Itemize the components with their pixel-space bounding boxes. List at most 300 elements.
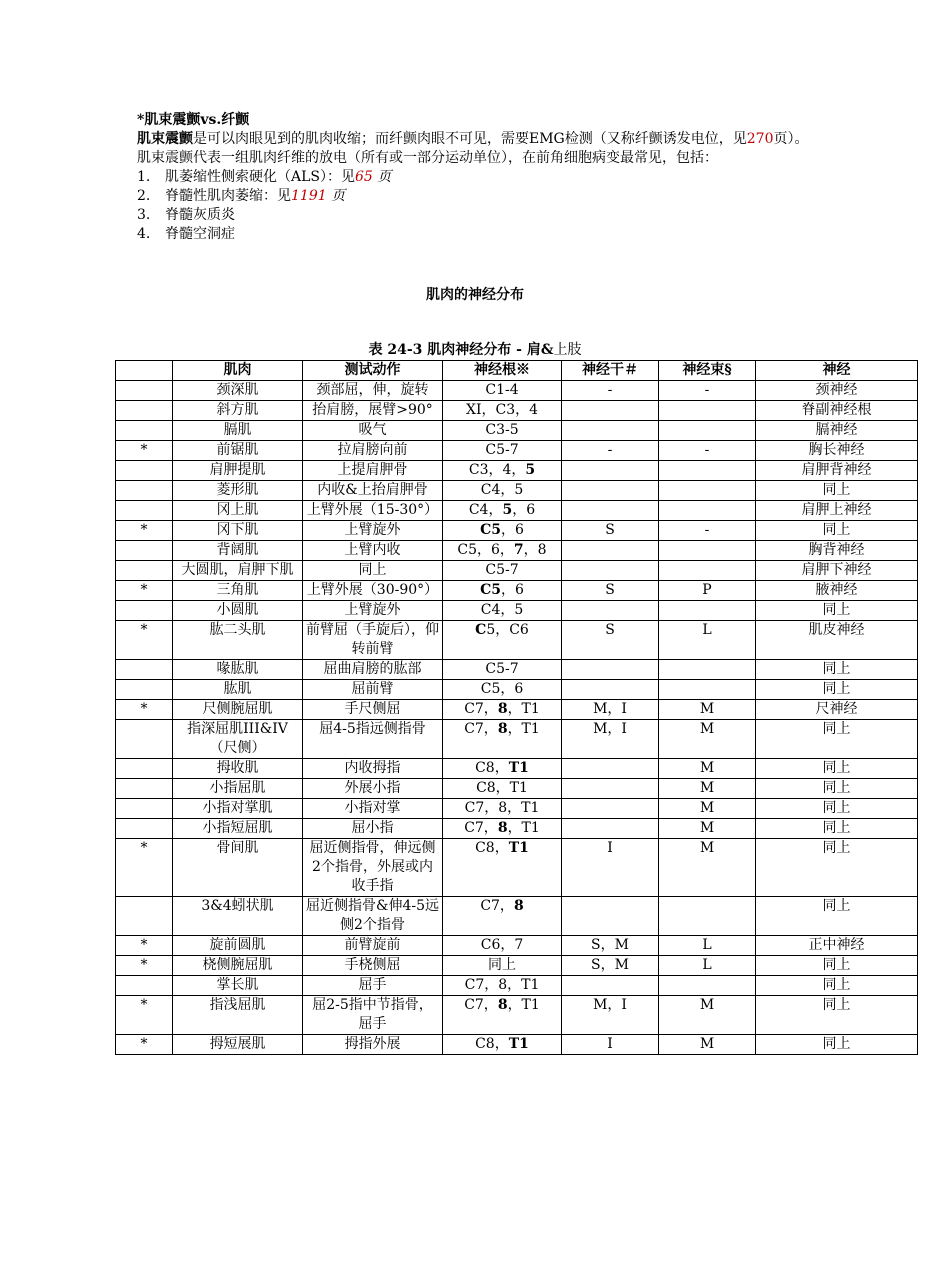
root-segment: C1-4 <box>485 382 519 398</box>
cell-root <box>443 601 562 621</box>
table-row <box>116 381 918 401</box>
cell-nerve: 同上 <box>756 779 918 799</box>
cell-cord <box>659 421 756 441</box>
header-nerve: 神经 <box>756 361 918 381</box>
cell-star <box>116 421 173 441</box>
root-segment: C <box>475 622 487 638</box>
cell-trunk <box>562 481 659 501</box>
root-segment: C3-5 <box>485 422 519 438</box>
cell-trunk: M，I <box>562 720 659 759</box>
table-row <box>116 936 918 956</box>
cell-action: 外展小指 <box>303 779 443 799</box>
cell-root <box>443 421 562 441</box>
cell-nerve: 同上 <box>756 1035 918 1055</box>
cell-muscle: 小指对掌肌 <box>173 799 303 819</box>
cell-star: * <box>116 621 173 660</box>
table-row <box>116 601 918 621</box>
cell-star <box>116 501 173 521</box>
p1-text-a: 是可以肉眼见到的肌肉收缩；而纤颤肉眼不可见，需要EMG检测（又称纤颤诱发电位，见 <box>193 131 747 147</box>
cell-root <box>443 441 562 461</box>
table-row <box>116 541 918 561</box>
cell-star: * <box>116 441 173 461</box>
cell-cord: P <box>659 581 756 601</box>
cell-nerve: 同上 <box>756 897 918 936</box>
table-row <box>116 700 918 720</box>
cell-trunk <box>562 680 659 700</box>
cell-trunk: S <box>562 581 659 601</box>
root-segment: XI，C3，4 <box>465 402 539 418</box>
cell-muscle: 3&4蚓状肌 <box>173 897 303 936</box>
list-label: 肌萎缩性侧索硬化（ALS）：见 <box>165 169 355 185</box>
root-segment: 8 <box>497 701 508 717</box>
list-item <box>137 206 837 225</box>
cell-cord: L <box>659 621 756 660</box>
cell-root <box>443 621 562 660</box>
cell-cord <box>659 660 756 680</box>
page-ref-suffix: 页 <box>326 188 346 204</box>
cell-cord: M <box>659 1035 756 1055</box>
root-segment: 8 <box>497 721 508 737</box>
cell-star: * <box>116 700 173 720</box>
root-segment: C8， <box>475 840 509 856</box>
list-number: 2. <box>137 188 151 204</box>
cell-action: 屈近侧指骨&伸4-5远侧2个指骨 <box>303 897 443 936</box>
cell-star <box>116 541 173 561</box>
cell-star <box>116 976 173 996</box>
root-segment: 8 <box>497 997 508 1013</box>
root-segment: ，T1 <box>507 701 540 717</box>
cell-trunk: M，I <box>562 996 659 1035</box>
page-ref-link[interactable]: 1191 <box>291 188 327 204</box>
cell-root <box>443 381 562 401</box>
cell-trunk <box>562 819 659 839</box>
cell-star <box>116 680 173 700</box>
cell-star <box>116 819 173 839</box>
cell-muscle: 肱肌 <box>173 680 303 700</box>
cell-nerve: 同上 <box>756 601 918 621</box>
cell-nerve: 肌皮神经 <box>756 621 918 660</box>
cell-muscle: 尺侧腕屈肌 <box>173 700 303 720</box>
cell-action: 内收&上抬肩胛骨 <box>303 481 443 501</box>
table-row <box>116 501 918 521</box>
root-segment: C3，4， <box>468 462 526 478</box>
cell-action: 上臂旋外 <box>303 521 443 541</box>
cell-nerve: 同上 <box>756 996 918 1035</box>
cell-cord: M <box>659 819 756 839</box>
root-segment: 7 <box>513 542 524 558</box>
table-row <box>116 819 918 839</box>
cell-nerve: 肩胛下神经 <box>756 561 918 581</box>
root-segment: C4， <box>468 502 503 518</box>
cell-root <box>443 819 562 839</box>
cell-trunk <box>562 421 659 441</box>
cell-muscle: 冈下肌 <box>173 521 303 541</box>
cell-cord: - <box>659 441 756 461</box>
cell-action: 手桡侧屈 <box>303 956 443 976</box>
cell-star <box>116 660 173 680</box>
list-number: 4. <box>137 226 151 242</box>
table-row <box>116 441 918 461</box>
table-row <box>116 401 918 421</box>
intro-paragraph-2: 肌束震颤代表一组肌肉纤维的放电（所有或一部分运动单位），在前角细胞病变最常见，包括： <box>137 150 718 166</box>
root-segment: T1 <box>508 840 529 856</box>
cell-star: * <box>116 521 173 541</box>
root-segment: T1 <box>508 1036 529 1052</box>
cell-star <box>116 381 173 401</box>
cell-muscle: 斜方肌 <box>173 401 303 421</box>
cell-cord: M <box>659 759 756 779</box>
root-segment: 5 <box>525 462 536 478</box>
cell-muscle: 掌长肌 <box>173 976 303 996</box>
cell-action: 上臂旋外 <box>303 601 443 621</box>
cell-muscle: 前锯肌 <box>173 441 303 461</box>
cell-star: * <box>116 581 173 601</box>
page-ref-link[interactable]: 270 <box>746 131 774 147</box>
root-segment: C7，8，T1 <box>464 977 540 993</box>
list-label: 脊髓性肌肉萎缩：见 <box>165 188 291 204</box>
cell-root <box>443 720 562 759</box>
cell-star <box>116 759 173 779</box>
cell-trunk <box>562 461 659 481</box>
cell-trunk <box>562 561 659 581</box>
root-segment: 同上 <box>488 957 516 973</box>
muscle-nerve-table <box>115 360 918 1055</box>
cell-nerve: 胸长神经 <box>756 441 918 461</box>
cell-nerve: 肩胛背神经 <box>756 461 918 481</box>
intro-section <box>137 111 837 244</box>
table-row <box>116 976 918 996</box>
root-segment: C7， <box>464 721 498 737</box>
cell-nerve: 腋神经 <box>756 581 918 601</box>
cell-star <box>116 897 173 936</box>
cell-root <box>443 660 562 680</box>
cell-trunk: S <box>562 521 659 541</box>
cell-cord: M <box>659 996 756 1035</box>
cell-cord <box>659 897 756 936</box>
cell-trunk: I <box>562 839 659 897</box>
cell-action: 屈前臂 <box>303 680 443 700</box>
cell-trunk <box>562 897 659 936</box>
cell-muscle: 肩胛提肌 <box>173 461 303 481</box>
cell-muscle: 膈肌 <box>173 421 303 441</box>
cell-action: 上提肩胛骨 <box>303 461 443 481</box>
header-root: 神经根※ <box>443 361 562 381</box>
cell-cord: M <box>659 700 756 720</box>
root-segment: 8 <box>513 898 524 914</box>
cell-nerve: 同上 <box>756 720 918 759</box>
header-action: 测试动作 <box>303 361 443 381</box>
cell-nerve: 脊副神经根 <box>756 401 918 421</box>
table-row <box>116 759 918 779</box>
root-segment: C5-7 <box>485 442 519 458</box>
cell-action: 同上 <box>303 561 443 581</box>
cell-star <box>116 779 173 799</box>
cell-root <box>443 779 562 799</box>
root-segment: C7，8，T1 <box>464 800 540 816</box>
root-segment: C5，6 <box>480 681 524 697</box>
cell-nerve: 同上 <box>756 956 918 976</box>
cell-star: * <box>116 936 173 956</box>
table-row <box>116 481 918 501</box>
cell-action: 屈4-5指远侧指骨 <box>303 720 443 759</box>
cell-action: 抬肩膀，展臂>90° <box>303 401 443 421</box>
table-row <box>116 779 918 799</box>
cell-nerve: 同上 <box>756 759 918 779</box>
cell-nerve: 同上 <box>756 976 918 996</box>
list-item <box>137 187 837 206</box>
table-caption-bold: 表 24-3 肌肉神经分布 - 肩& <box>368 342 554 358</box>
cell-nerve: 同上 <box>756 660 918 680</box>
list-text <box>165 225 235 244</box>
cell-root <box>443 936 562 956</box>
cell-muscle: 菱形肌 <box>173 481 303 501</box>
cell-muscle: 喙肱肌 <box>173 660 303 680</box>
cell-nerve: 胸背神经 <box>756 541 918 561</box>
cell-action: 拇指外展 <box>303 1035 443 1055</box>
cell-trunk: S <box>562 621 659 660</box>
cell-action: 前臂屈（手旋后），仰转前臂 <box>303 621 443 660</box>
cell-root <box>443 1035 562 1055</box>
root-segment: 8 <box>497 820 508 836</box>
cell-trunk <box>562 799 659 819</box>
list-label: 脊髓空洞症 <box>165 226 235 242</box>
page-ref-suffix: 页 <box>372 169 392 185</box>
root-segment: C7， <box>464 820 498 836</box>
cell-trunk: S，M <box>562 956 659 976</box>
root-segment: T1 <box>508 760 529 776</box>
cell-star <box>116 561 173 581</box>
header-star <box>116 361 173 381</box>
cell-cord <box>659 501 756 521</box>
list-item <box>137 168 837 187</box>
section-title: 肌肉的神经分布 <box>426 287 524 303</box>
cell-cord: M <box>659 839 756 897</box>
cell-star: * <box>116 956 173 976</box>
cell-trunk: - <box>562 381 659 401</box>
cell-root <box>443 521 562 541</box>
cause-list <box>137 168 837 244</box>
table-row <box>116 581 918 601</box>
cell-cord: M <box>659 799 756 819</box>
table-row <box>116 561 918 581</box>
cell-nerve: 同上 <box>756 799 918 819</box>
cell-cord <box>659 481 756 501</box>
table-row <box>116 897 918 936</box>
cell-muscle: 小指屈肌 <box>173 779 303 799</box>
cell-action: 前臂旋前 <box>303 936 443 956</box>
root-segment: ，8 <box>523 542 547 558</box>
cell-nerve: 正中神经 <box>756 936 918 956</box>
cell-cord: - <box>659 381 756 401</box>
cell-muscle: 拇收肌 <box>173 759 303 779</box>
root-segment: C5 <box>480 522 501 538</box>
cell-cord <box>659 601 756 621</box>
root-segment: C8， <box>475 1036 509 1052</box>
cell-muscle: 小圆肌 <box>173 601 303 621</box>
cell-action: 颈部屈，伸，旋转 <box>303 381 443 401</box>
cell-root <box>443 799 562 819</box>
table-row <box>116 799 918 819</box>
root-segment: C7， <box>480 898 514 914</box>
root-segment: C7， <box>464 997 498 1013</box>
cell-action: 上臂内收 <box>303 541 443 561</box>
cell-root <box>443 700 562 720</box>
root-segment: C5-7 <box>485 661 519 677</box>
p1-text-b: 页）。 <box>773 131 809 147</box>
table-body <box>116 381 918 1055</box>
root-segment: C7， <box>464 701 498 717</box>
cell-action: 小指对掌 <box>303 799 443 819</box>
cell-trunk <box>562 660 659 680</box>
cell-root <box>443 481 562 501</box>
cell-action: 屈近侧指骨，伸远侧2个指骨，外展或内收手指 <box>303 839 443 897</box>
cell-root <box>443 839 562 897</box>
root-segment: C8，T1 <box>476 780 528 796</box>
cell-cord: M <box>659 720 756 759</box>
list-text <box>165 206 235 225</box>
header-muscle: 肌肉 <box>173 361 303 381</box>
cell-cord: M <box>659 779 756 799</box>
cell-muscle: 颈深肌 <box>173 381 303 401</box>
root-segment: C5-7 <box>485 562 519 578</box>
cell-muscle: 背阔肌 <box>173 541 303 561</box>
list-text <box>165 168 391 187</box>
cell-trunk: I <box>562 1035 659 1055</box>
cell-root <box>443 680 562 700</box>
cell-root <box>443 759 562 779</box>
table-row <box>116 956 918 976</box>
root-segment: ，T1 <box>507 997 540 1013</box>
cell-star <box>116 720 173 759</box>
root-segment: C5，6， <box>457 542 514 558</box>
cell-star <box>116 799 173 819</box>
table-row <box>116 1035 918 1055</box>
cell-nerve: 颈神经 <box>756 381 918 401</box>
cell-action: 屈2-5指中节指骨，屈手 <box>303 996 443 1035</box>
table-row <box>116 720 918 759</box>
cell-trunk <box>562 501 659 521</box>
cell-cord <box>659 976 756 996</box>
cell-muscle: 肱二头肌 <box>173 621 303 660</box>
cell-root <box>443 401 562 421</box>
cell-nerve: 肩胛上神经 <box>756 501 918 521</box>
cell-cord: L <box>659 936 756 956</box>
cell-muscle: 拇短展肌 <box>173 1035 303 1055</box>
root-segment: 5 <box>502 502 513 518</box>
intro-paragraph-1 <box>137 130 837 149</box>
term-bold: 肌束震颤 <box>137 131 193 147</box>
cell-nerve: 同上 <box>756 481 918 501</box>
cell-muscle: 桡侧腕屈肌 <box>173 956 303 976</box>
cell-cord: - <box>659 521 756 541</box>
cell-action: 内收拇指 <box>303 759 443 779</box>
list-text <box>165 187 345 206</box>
cell-cord: L <box>659 956 756 976</box>
cell-trunk: - <box>562 441 659 461</box>
table-row <box>116 621 918 660</box>
cell-muscle: 指浅屈肌 <box>173 996 303 1035</box>
cell-root <box>443 976 562 996</box>
page-ref-link[interactable]: 65 <box>355 169 373 185</box>
table-row <box>116 660 918 680</box>
cell-star: * <box>116 1035 173 1055</box>
cell-cord <box>659 561 756 581</box>
cell-muscle: 小指短屈肌 <box>173 819 303 839</box>
cell-action: 屈曲肩膀的肱部 <box>303 660 443 680</box>
table-caption <box>0 341 950 360</box>
root-segment: ，T1 <box>507 820 540 836</box>
table-row <box>116 996 918 1035</box>
header-trunk: 神经干＃ <box>562 361 659 381</box>
list-label: 脊髓灰质炎 <box>165 207 235 223</box>
root-segment: ，6 <box>500 522 524 538</box>
header-cord: 神经束§ <box>659 361 756 381</box>
list-item <box>137 225 837 244</box>
cell-root <box>443 561 562 581</box>
table-row <box>116 521 918 541</box>
cell-root <box>443 996 562 1035</box>
root-segment: 5，C6 <box>486 622 529 638</box>
cell-star: * <box>116 839 173 897</box>
table-row <box>116 421 918 441</box>
cell-trunk: S，M <box>562 936 659 956</box>
cell-cord <box>659 461 756 481</box>
cell-muscle: 旋前圆肌 <box>173 936 303 956</box>
cell-action: 上臂外展（30-90°） <box>303 581 443 601</box>
cell-muscle: 指深屈肌III&IV（尺侧） <box>173 720 303 759</box>
cell-trunk <box>562 541 659 561</box>
cell-star <box>116 461 173 481</box>
root-segment: C4，5 <box>480 602 524 618</box>
cell-nerve: 同上 <box>756 521 918 541</box>
root-segment: ，6 <box>512 502 536 518</box>
cell-root <box>443 461 562 481</box>
cell-trunk: M，I <box>562 700 659 720</box>
cell-cord <box>659 680 756 700</box>
cell-trunk <box>562 401 659 421</box>
cell-muscle: 骨间肌 <box>173 839 303 897</box>
cell-root <box>443 581 562 601</box>
table-caption-rest: 上肢 <box>553 342 582 358</box>
cell-muscle: 冈上肌 <box>173 501 303 521</box>
cell-trunk <box>562 779 659 799</box>
cell-cord <box>659 541 756 561</box>
cell-star <box>116 401 173 421</box>
cell-action: 手尺侧屈 <box>303 700 443 720</box>
cell-star: * <box>116 996 173 1035</box>
cell-nerve: 同上 <box>756 680 918 700</box>
table-row <box>116 680 918 700</box>
cell-star <box>116 481 173 501</box>
cell-action: 拉肩膀向前 <box>303 441 443 461</box>
cell-muscle: 三角肌 <box>173 581 303 601</box>
cell-action: 屈手 <box>303 976 443 996</box>
cell-star <box>116 601 173 621</box>
cell-cord <box>659 401 756 421</box>
table-header-row <box>116 361 918 381</box>
list-number: 3. <box>137 207 151 223</box>
cell-trunk <box>562 601 659 621</box>
cell-nerve: 同上 <box>756 839 918 897</box>
cell-nerve: 膈神经 <box>756 421 918 441</box>
table-row <box>116 839 918 897</box>
cell-action: 吸气 <box>303 421 443 441</box>
cell-action: 屈小指 <box>303 819 443 839</box>
table-row <box>116 461 918 481</box>
list-number: 1. <box>137 169 151 185</box>
cell-muscle: 大圆肌，肩胛下肌 <box>173 561 303 581</box>
cell-trunk <box>562 976 659 996</box>
